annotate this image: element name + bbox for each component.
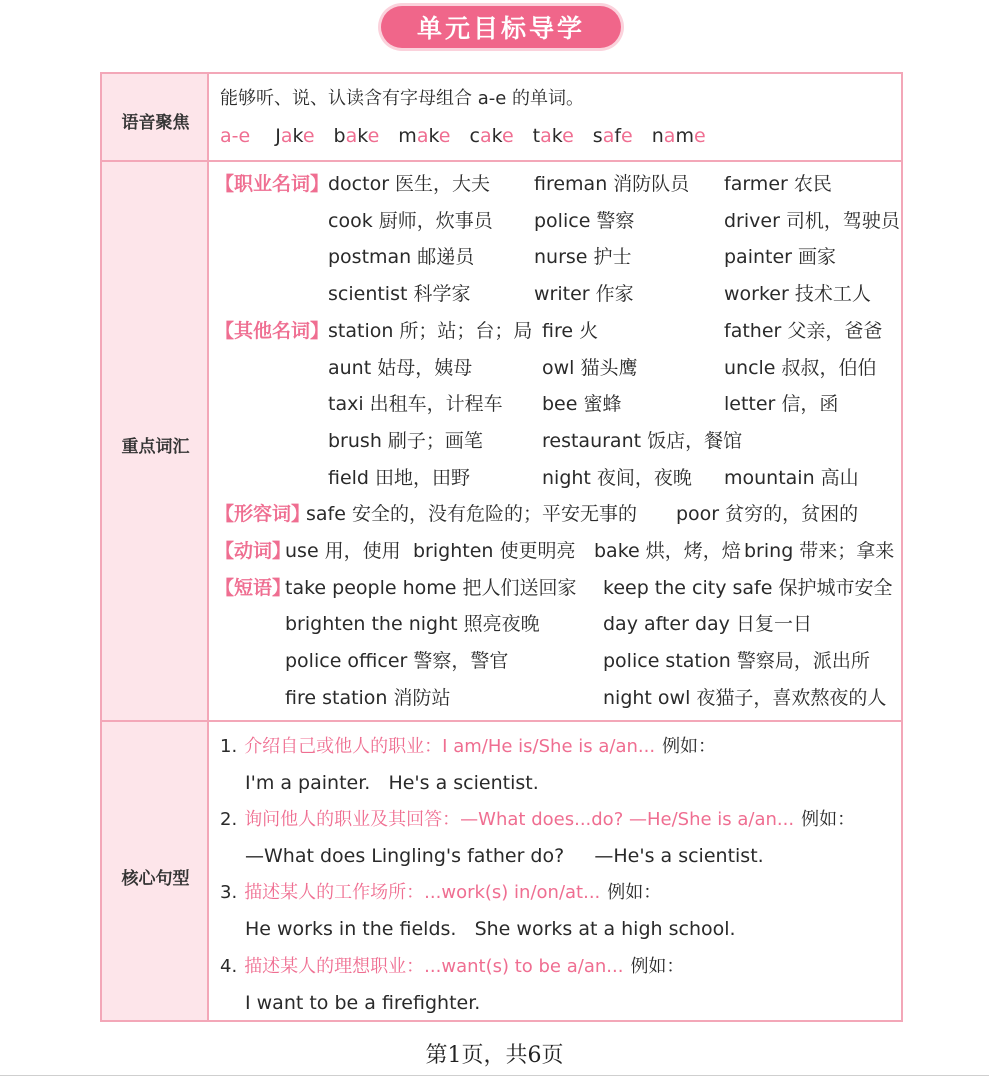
vocab-word: field 田地，田野 xyxy=(328,466,471,489)
vocab-word: driver 司机，驾驶员 xyxy=(724,209,900,232)
word-pattern-letter: a xyxy=(280,125,293,147)
word-letter: b xyxy=(333,125,346,147)
word-letter: J xyxy=(275,125,281,147)
pattern-title: 询问他人的职业及其回答：—What does...do? —He/She is a/an... xyxy=(244,809,795,831)
vocab-word: mountain 高山 xyxy=(724,466,859,489)
example-label: 例如： xyxy=(607,882,662,904)
word-letter: k xyxy=(551,125,563,147)
word-pattern-letter: a xyxy=(602,125,615,147)
vocab-word: fire 火 xyxy=(542,319,599,342)
phonics-word xyxy=(533,125,574,147)
vocab-word: safe 安全的，没有危险的；平安无事的 xyxy=(306,503,637,526)
vocab-word: nurse 护士 xyxy=(534,246,632,269)
vocab-word: night 夜间，夜晚 xyxy=(542,466,692,489)
example-sentence: He works in the fields. She works at a high school. xyxy=(245,918,736,941)
vocab-word: use 用，使用 xyxy=(285,540,401,562)
phonics-word xyxy=(593,125,633,147)
word-pattern-letter: e xyxy=(562,125,574,147)
vocab-word: owl 猫头鹰 xyxy=(542,356,638,379)
pattern-number: 3. xyxy=(220,882,238,904)
pattern-title: 描述某人的理想职业：...want(s) to be a/an... xyxy=(244,955,624,977)
word-letter: m xyxy=(675,125,694,147)
vocab-word: restaurant 饭店，餐馆 xyxy=(542,429,743,452)
job-nouns-tag: 【职业名词】 xyxy=(215,173,330,195)
word-pattern-letter: a xyxy=(416,125,429,147)
word-letter: n xyxy=(651,125,664,147)
word-pattern-letter: a xyxy=(663,125,676,147)
vocab-word: bring 带来；拿来 xyxy=(744,540,895,562)
word-letter: k xyxy=(428,125,439,147)
word-letter: k xyxy=(491,125,502,147)
pattern-a-e: a-e xyxy=(220,125,251,147)
example-sentence: —What does Lingling's father do? —He's a scientist. xyxy=(245,845,764,868)
word-letter: f xyxy=(614,125,622,147)
pattern-number: 4. xyxy=(220,955,238,977)
vocab-word: uncle 叔叔，伯伯 xyxy=(724,356,877,379)
word-pattern-letter: e xyxy=(302,125,315,147)
example-label: 例如： xyxy=(801,809,856,831)
phrase: police officer 警察，警官 xyxy=(285,650,509,673)
phonics-intro: 能够听、说、认读含有字母组合 a-e 的单词。 xyxy=(220,88,585,109)
vocab-word: station 所；站；台；局 xyxy=(328,319,533,342)
word-pattern-letter: a xyxy=(540,125,552,147)
example-label: 例如： xyxy=(630,955,685,977)
vocab-word: brush 刷子；画笔 xyxy=(328,429,483,452)
vocab-word: painter 画家 xyxy=(724,246,837,269)
phrase: brighten the night 照亮夜晚 xyxy=(285,613,540,636)
phrase: police station 警察局，派出所 xyxy=(603,650,870,673)
bottom-rule xyxy=(0,1075,989,1076)
sentence-pattern-title xyxy=(220,884,661,902)
vocab-word: taxi 出租车，计程车 xyxy=(328,393,503,416)
word-pattern-letter: e xyxy=(438,125,451,147)
word-letter: s xyxy=(592,125,603,147)
pattern-title: 介绍自己或他人的职业：I am/He is/She is a/an... xyxy=(244,736,656,757)
pattern-number: 1. xyxy=(220,736,238,757)
phrase: night owl 夜猫子，喜欢熬夜的人 xyxy=(603,686,887,709)
word-pattern-letter: a xyxy=(345,125,358,147)
pattern-number: 2. xyxy=(220,809,238,831)
word-letter: t xyxy=(532,125,541,147)
phonics-word xyxy=(470,125,514,147)
vocab-word: cook 厨师，炊事员 xyxy=(328,209,493,232)
adjectives-tag: 【形容词】 xyxy=(215,503,311,526)
vocab-word: bake 烘，烤，焙 xyxy=(594,540,741,562)
phonics-word xyxy=(398,125,450,147)
vocab-word: father 父亲，爸爸 xyxy=(724,319,883,342)
sentence-pattern-title xyxy=(220,955,685,977)
vocab-word: poor 贫穷的，贫困的 xyxy=(676,503,859,526)
word-pattern-letter: e xyxy=(621,125,633,147)
vocab-label: 重点词汇 xyxy=(121,437,190,457)
example-sentence: I want to be a firefighter. xyxy=(245,991,481,1014)
phonics-words xyxy=(220,127,706,146)
vocab-word: brighten 使更明亮 xyxy=(413,540,576,562)
vocab-word: postman 邮递员 xyxy=(328,246,475,269)
word-pattern-letter: e xyxy=(367,125,380,147)
vocab-word: bee 蜜蜂 xyxy=(542,393,622,416)
vocab-word: doctor 医生，大夫 xyxy=(328,173,491,195)
vocab-word: aunt 姑母，姨母 xyxy=(328,356,473,379)
vocab-word: fireman 消防队员 xyxy=(534,173,690,195)
phonics-word xyxy=(334,125,380,147)
unit-goals-banner xyxy=(381,6,621,48)
word-pattern-letter: a xyxy=(479,125,492,147)
phonics-word xyxy=(275,125,314,147)
page-number: 第1页，共6页 xyxy=(425,1043,564,1068)
word-letter: m xyxy=(398,125,417,147)
phonics-word xyxy=(652,125,706,147)
row-divider xyxy=(102,720,901,722)
vocab-word: police 警察 xyxy=(534,209,635,232)
phrase: take people home 把人们送回家 xyxy=(285,576,577,599)
other-nouns-tag: 【其他名词】 xyxy=(215,319,330,342)
verbs-tag: 【动词】 xyxy=(215,540,292,562)
banner-title: 单元目标导学 xyxy=(416,14,585,43)
phrase: fire station 消防站 xyxy=(285,686,451,709)
vocab-word: writer 作家 xyxy=(534,283,634,306)
vocab-word: scientist 科学家 xyxy=(328,283,471,306)
vocab-word: worker 技术工人 xyxy=(724,283,871,306)
pattern-title: 描述某人的工作场所：...work(s) in/on/at... xyxy=(244,882,601,904)
row-divider xyxy=(102,160,901,162)
vocab-word: letter 信，函 xyxy=(724,393,839,416)
goals-table xyxy=(100,72,903,1022)
word-pattern-letter: e xyxy=(693,125,706,147)
phrase: day after day 日复一日 xyxy=(603,613,812,636)
word-letter: k xyxy=(357,125,368,147)
phonics-label: 语音聚焦 xyxy=(121,113,190,133)
word-pattern-letter: e xyxy=(501,125,514,147)
word-letter: c xyxy=(469,125,480,147)
phrases-tag: 【短语】 xyxy=(215,576,292,599)
word-letter: k xyxy=(292,125,303,147)
example-label: 例如： xyxy=(662,736,717,757)
phrase: keep the city safe 保护城市安全 xyxy=(603,576,893,599)
sentence-pattern-title xyxy=(220,811,855,829)
sentences-label: 核心句型 xyxy=(121,869,190,889)
vocab-word: farmer 农民 xyxy=(724,173,832,195)
sentence-pattern-title xyxy=(220,738,716,756)
example-sentence: I'm a painter. He's a scientist. xyxy=(245,772,539,794)
